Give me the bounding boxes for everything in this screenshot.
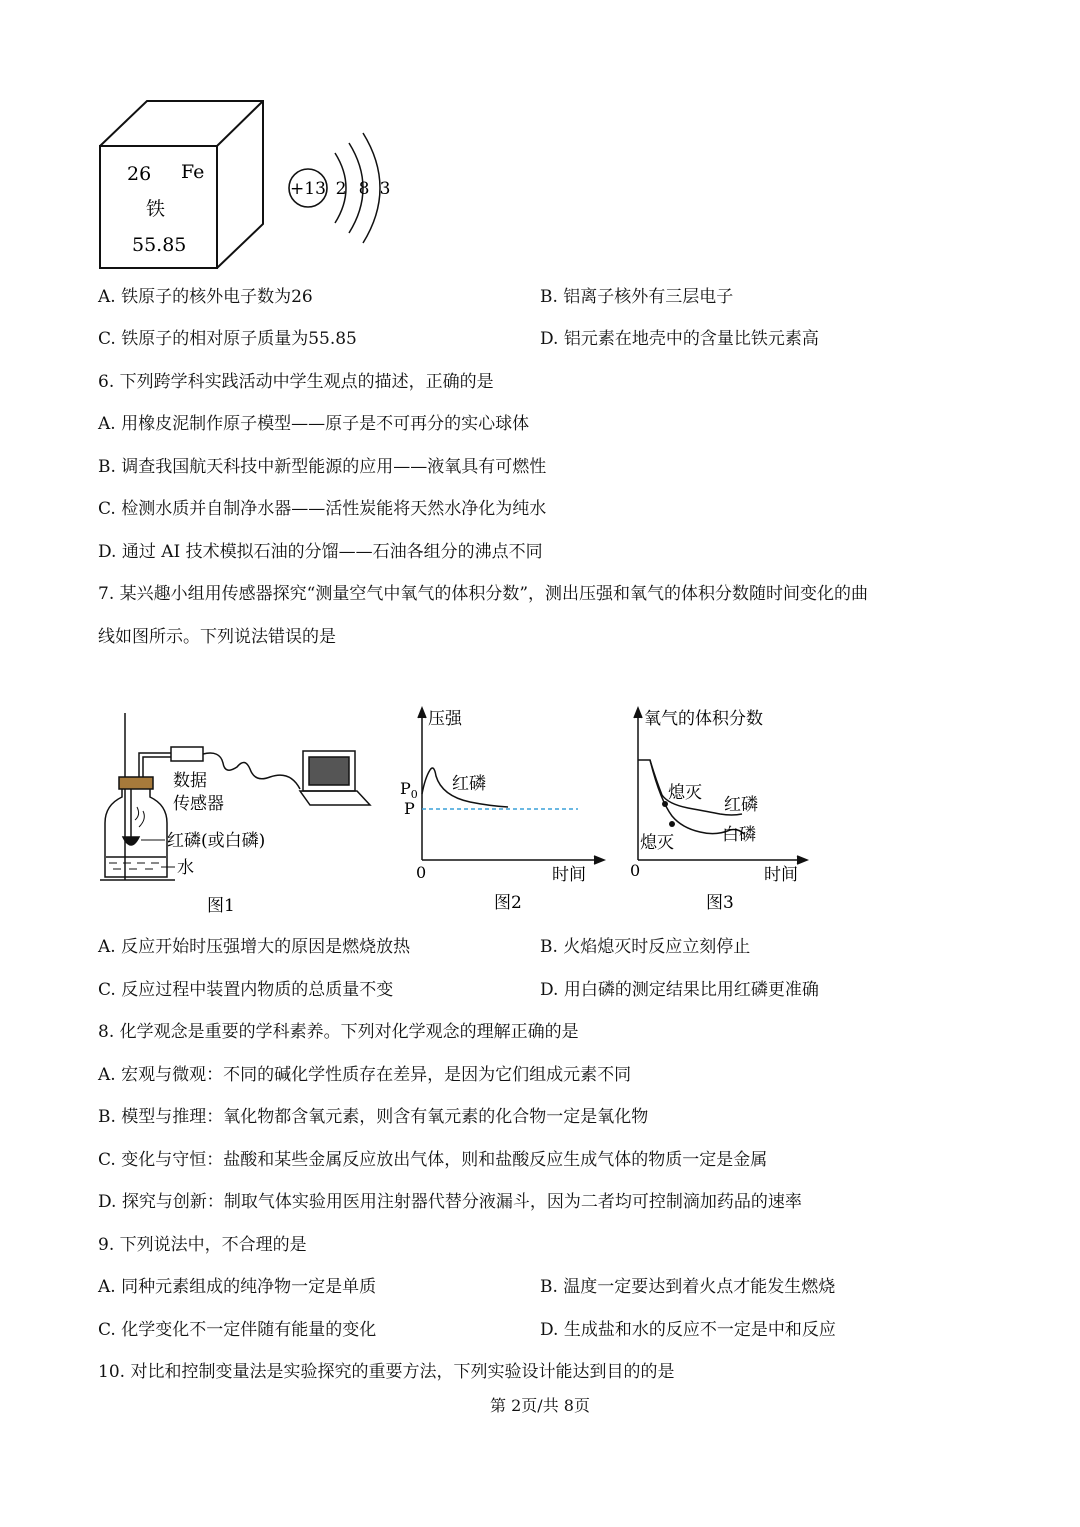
fig2-curve-label: 红磷 — [452, 774, 486, 794]
sensor-box — [171, 747, 203, 761]
nucleus-charge: +13 — [290, 179, 326, 199]
sensor-label-line1: 数据 — [173, 771, 207, 791]
phosphorus-label: 红磷(或白磷) — [167, 831, 266, 851]
q8-option-c: C. 变化与守恒：盐酸和某些金属反应放出气体，则和盐酸反应生成气体的物质一定是金属 — [98, 1150, 768, 1170]
shell-electrons-2: 8 — [358, 179, 370, 199]
fig3-origin: 0 — [630, 861, 641, 880]
atom-structure-diagram — [285, 128, 395, 248]
q6-option-a: A. 用橡皮泥制作原子模型——原子是不可再分的实心球体 — [98, 414, 530, 434]
fig2-p-label: P — [404, 799, 415, 818]
fig3-red-label: 红磷 — [724, 795, 758, 815]
q5-option-c: C. 铁原子的相对原子质量为55.85 — [98, 329, 357, 349]
fig3-white-extinguish-point — [669, 821, 675, 827]
q7-option-c: C. 反应过程中装置内物质的总质量不变 — [98, 980, 394, 1000]
page-number-footer: 第 2页/共 8页 — [490, 1396, 590, 1415]
figure2-caption: 图2 — [494, 893, 522, 913]
q9-option-c: C. 化学变化不一定伴随有能量的变化 — [98, 1320, 377, 1340]
q9-option-d: D. 生成盐和水的反应不一定是中和反应 — [540, 1320, 836, 1340]
q7-option-b: B. 火焰熄灭时反应立刻停止 — [540, 937, 751, 957]
water-label: 水 — [177, 858, 194, 878]
shell-electrons-3: 3 — [379, 179, 391, 199]
shell-electrons-1: 2 — [335, 179, 347, 199]
sensor-label-line2: 传感器 — [173, 794, 224, 814]
fig3-y-label: 氧气的体积分数 — [644, 709, 763, 729]
q6-option-c: C. 检测水质并自制净水器——活性炭能将天然水净化为纯水 — [98, 499, 547, 519]
figure2-pressure-chart — [390, 700, 610, 920]
q9-option-b: B. 温度一定要达到着火点才能发生燃烧 — [540, 1277, 836, 1297]
relative-atomic-mass: 55.85 — [132, 234, 187, 256]
q5-option-d: D. 铝元素在地壳中的含量比铁元素高 — [540, 329, 819, 349]
laptop-keyboard — [300, 791, 370, 805]
q6-option-b: B. 调查我国航天科技中新型能源的应用——液氧具有可燃性 — [98, 457, 547, 477]
fig2-origin: 0 — [416, 863, 427, 882]
q6-option-d: D. 通过 AI 技术模拟石油的分馏——石油各组分的沸点不同 — [98, 542, 543, 562]
q7-option-a: A. 反应开始时压强增大的原因是燃烧放热 — [98, 937, 411, 957]
fig2-y-label: 压强 — [428, 709, 462, 729]
q8-stem: 8. 化学观念是重要的学科素养。下列对化学观念的理解正确的是 — [98, 1022, 579, 1042]
element-symbol: Fe — [181, 161, 205, 183]
atomic-number: 26 — [127, 163, 152, 185]
figure1-apparatus — [95, 705, 395, 920]
q8-option-a: A. 宏观与微观：不同的碱化学性质存在差异，是因为它们组成元素不同 — [98, 1065, 632, 1085]
stopper — [119, 777, 153, 789]
fig3-extinguish2-label: 熄灭 — [640, 833, 674, 853]
sensor-cable — [203, 753, 300, 789]
fig3-x-label: 时间 — [764, 865, 798, 885]
figure3-oxygen-chart — [620, 700, 820, 920]
fig3-white-label: 白磷 — [722, 825, 756, 845]
q5-option-b: B. 铝离子核外有三层电子 — [540, 287, 734, 307]
figure1-caption: 图1 — [207, 896, 235, 916]
fig2-x-label: 时间 — [552, 865, 586, 885]
q10-stem: 10. 对比和控制变量法是实验探究的重要方法，下列实验设计能达到目的的是 — [98, 1362, 675, 1382]
q8-option-d: D. 探究与创新：制取气体实验用医用注射器代替分液漏斗，因为二者均可控制滴加药品的速率 — [98, 1192, 802, 1212]
element-card-figure — [95, 98, 270, 273]
q6-stem: 6. 下列跨学科实践活动中学生观点的描述，正确的是 — [98, 372, 494, 392]
q7-option-d: D. 用白磷的测定结果比用红磷更准确 — [540, 980, 819, 1000]
q7-stem-line2: 线如图所示。下列说法错误的是 — [98, 627, 336, 647]
figure3-caption: 图3 — [706, 893, 734, 913]
q8-option-b: B. 模型与推理：氧化物都含氧元素，则含有氧元素的化合物一定是氧化物 — [98, 1107, 649, 1127]
q9-stem: 9. 下列说法中，不合理的是 — [98, 1235, 307, 1255]
element-name: 铁 — [146, 198, 166, 220]
q9-option-a: A. 同种元素组成的纯净物一定是单质 — [98, 1277, 377, 1297]
q7-stem-line1: 7. 某兴趣小组用传感器探究“测量空气中氧气的体积分数”，测出压强和氧气的体积分数随时间变化的曲 — [98, 584, 869, 604]
q5-option-a: A. 铁原子的核外电子数为26 — [98, 287, 313, 307]
fig2-p0-label: $P_0$ — [400, 779, 418, 801]
fig3-extinguish1-label: 熄灭 — [668, 783, 702, 803]
